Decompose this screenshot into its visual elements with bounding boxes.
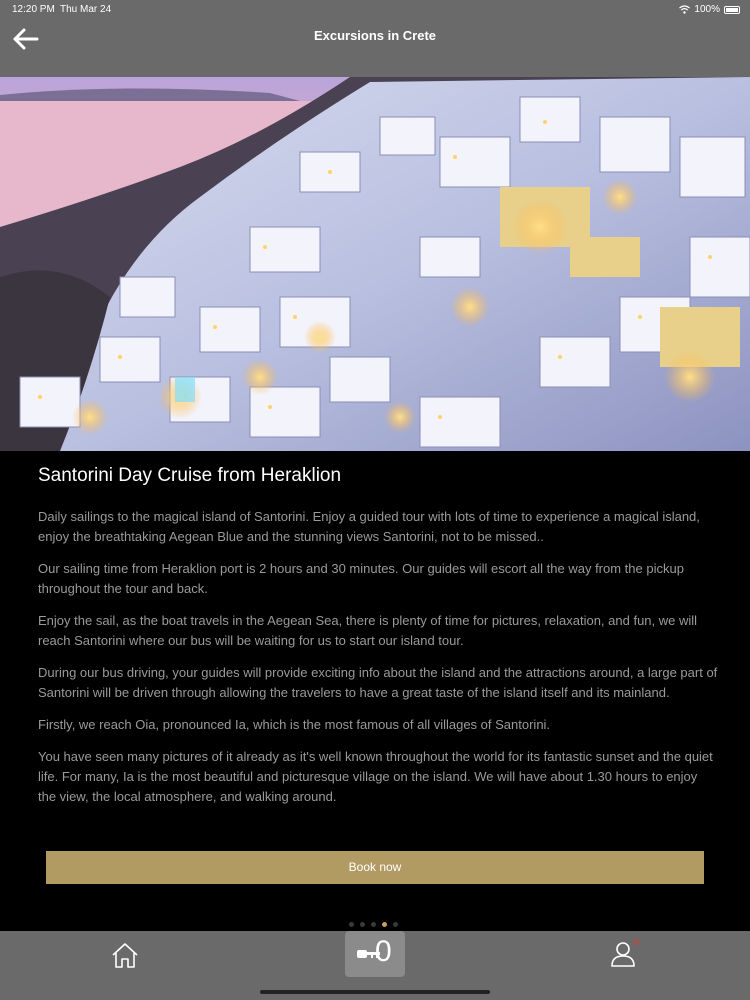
excursion-description: [38, 507, 718, 819]
nav-bar: [0, 18, 750, 77]
status-date: Thu Mar 24: [60, 4, 112, 15]
page-dot[interactable]: [382, 922, 387, 927]
page-title: Excursions in Crete: [313, 28, 437, 43]
account-badge: 0: [634, 937, 640, 947]
description-paragraph: Firstly, we reach Oia, pronounced Ia, which is the most famous of all villages of Santorini.: [38, 717, 551, 732]
page-dot[interactable]: [360, 922, 365, 927]
tab-account[interactable]: [608, 939, 644, 973]
page-dot[interactable]: [371, 922, 376, 927]
battery-percent: 100%: [694, 4, 720, 15]
battery-icon: [724, 6, 740, 14]
wifi-icon: [679, 5, 690, 14]
excursion-title: Santorini Day Cruise from Heraklion: [38, 465, 342, 486]
home-indicator: [260, 990, 490, 994]
status-time: 12:20 PM: [12, 4, 55, 15]
book-now-button[interactable]: Book now: [46, 851, 704, 884]
description-paragraph: Our sailing time from Heraklion port is 2 hours and 30 minutes. Our guides will escort all the way from the pickup throughout the tour and back.: [38, 561, 684, 596]
status-right: [679, 4, 740, 15]
description-paragraph: You have seen many pictures of it already as it's well known throughout the world for its fantastic sunset and the quiet life. For many, Ia is the most beautiful and picturesque village on the island. We will have about 1.30 hours to enjoy the view, the local atmosphere, and walking around.: [38, 749, 713, 804]
page-indicator: [349, 922, 398, 927]
tab-key[interactable]: [345, 931, 405, 977]
description-paragraph: Enjoy the sail, as the boat travels in the Aegean Sea, there is plenty of time for pictures, relaxation, and fun, we will reach Santorini where our bus will be waiting for us to start our island tour.: [38, 613, 698, 648]
key-count: 0: [375, 935, 392, 968]
status-bar: [0, 0, 750, 18]
home-icon: [108, 939, 142, 973]
page-dot[interactable]: [393, 922, 398, 927]
page-dot[interactable]: [349, 922, 354, 927]
description-paragraph: During our bus driving, your guides will provide exciting info about the island and the attractions around, a large part of Santorini will be driven through allowing the travelers to have a great taste of the island itself and its mainland.: [38, 665, 718, 700]
hero-image: [0, 77, 750, 451]
tab-home[interactable]: [108, 939, 142, 973]
description-paragraph: Daily sailings to the magical island of Santorini. Enjoy a guided tour with lots of time to experience a magical island, enjoy the breathtaking Aegean Blue and the stunning views Santorini, not to be missed..: [38, 509, 700, 544]
